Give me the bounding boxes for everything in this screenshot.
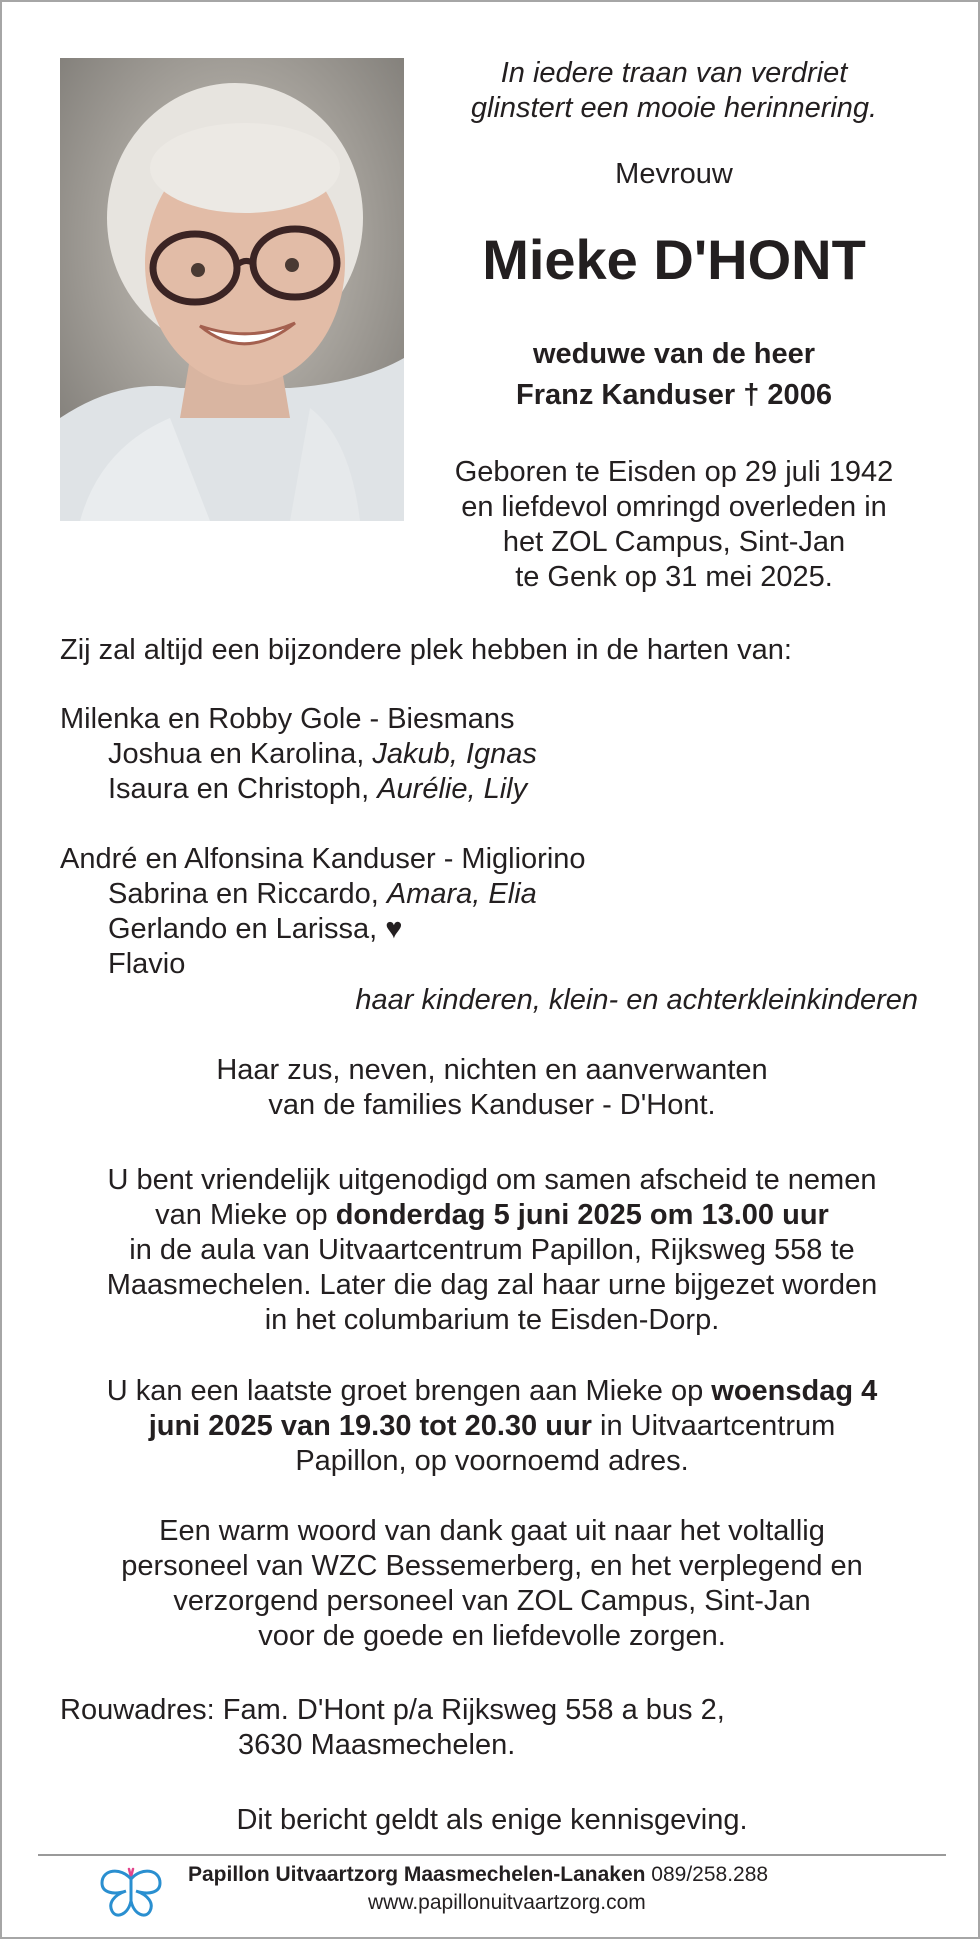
relatives-line-1: Haar zus, neven, nichten en aanverwanten (216, 1054, 768, 1086)
thanks-line-3: verzorgend personeel van ZOL Campus, Sint-Jan (173, 1585, 811, 1617)
butterfly-logo-icon (96, 1859, 166, 1921)
thanks-line-4: voor de goede en liefdevolle zorgen. (258, 1620, 726, 1652)
farewell-line-1: U bent vriendelijk uitgenodigd om samen afscheid te nemen (107, 1164, 877, 1196)
birth-death-line-1: Geboren te Eisden op 29 juli 1942 (454, 456, 894, 488)
widow-line-1: weduwe van de heer (532, 338, 816, 370)
family2-line: Sabrina en Riccardo, Amara, Elia (108, 878, 537, 910)
family-intro: Zij zal altijd een bijzondere plek hebben in de harten van: (60, 634, 792, 666)
farewell-line-3: in de aula van Uitvaartcentrum Papillon, Rijksweg 558 te (129, 1234, 855, 1266)
birth-death-line-2: en liefdevol omringd overleden in (461, 491, 887, 523)
farewell-line-5: in het columbarium te Eisden-Dorp. (264, 1304, 720, 1336)
visit-line-1: U kan een laatste groet brengen aan Mieke op woensdag 4 (106, 1375, 878, 1407)
family2-head: André en Alfonsina Kanduser - Migliorino (60, 843, 586, 875)
farewell-line-2: van Mieke op donderdag 5 juni 2025 om 13.00 uur (155, 1199, 829, 1231)
notice: Dit bericht geldt als enige kennisgeving. (236, 1804, 748, 1836)
quote-line-1: In iedere traan van verdriet (500, 57, 848, 89)
family1-line: Isaura en Christoph, Aurélie, Lily (108, 773, 528, 805)
footer-company-line: Papillon Uitvaartzorg Maasmechelen-Lanaken 089/258.288 (188, 1863, 769, 1886)
footer-divider (38, 1854, 946, 1856)
salutation: Mevrouw (615, 158, 733, 190)
relatives-line-2: van de families Kanduser - D'Hont. (268, 1089, 716, 1121)
birth-death-line-3: het ZOL Campus, Sint-Jan (502, 526, 846, 558)
farewell-line-4: Maasmechelen. Later die dag zal haar urne bijgezet worden (106, 1269, 878, 1301)
portrait-photo (60, 58, 404, 521)
family2-line: Flavio (108, 948, 186, 980)
deceased-name: Mieke D'HONT (482, 228, 866, 291)
family1-line: Joshua en Karolina, Jakub, Ignas (108, 738, 537, 770)
thanks-line-1: Een warm woord van dank gaat uit naar het voltallig (159, 1515, 825, 1547)
family1-head: Milenka en Robby Gole - Biesmans (60, 703, 515, 735)
footer-website[interactable]: www.papillonuitvaartzorg.com (368, 1891, 646, 1914)
family2-line: Gerlando en Larissa, ♥ (108, 913, 403, 945)
visit-line-2: juni 2025 van 19.30 tot 20.30 uur in Uitvaartcentrum (148, 1410, 836, 1442)
visit-line-3: Papillon, op voornoemd adres. (295, 1445, 689, 1477)
birth-death-line-4: te Genk op 31 mei 2025. (515, 561, 833, 593)
thanks-line-2: personeel van WZC Bessemerberg, en het verplegend en (121, 1550, 863, 1582)
family-caption: haar kinderen, klein- en achterkleinkinderen (355, 984, 918, 1016)
address-line-2: 3630 Maasmechelen. (238, 1729, 516, 1761)
widow-line-2: Franz Kanduser † 2006 (516, 379, 832, 411)
quote-line-2: glinstert een mooie herinnering. (470, 92, 878, 124)
address-line-1: Rouwadres: Fam. D'Hont p/a Rijksweg 558 a bus 2, (60, 1694, 725, 1726)
